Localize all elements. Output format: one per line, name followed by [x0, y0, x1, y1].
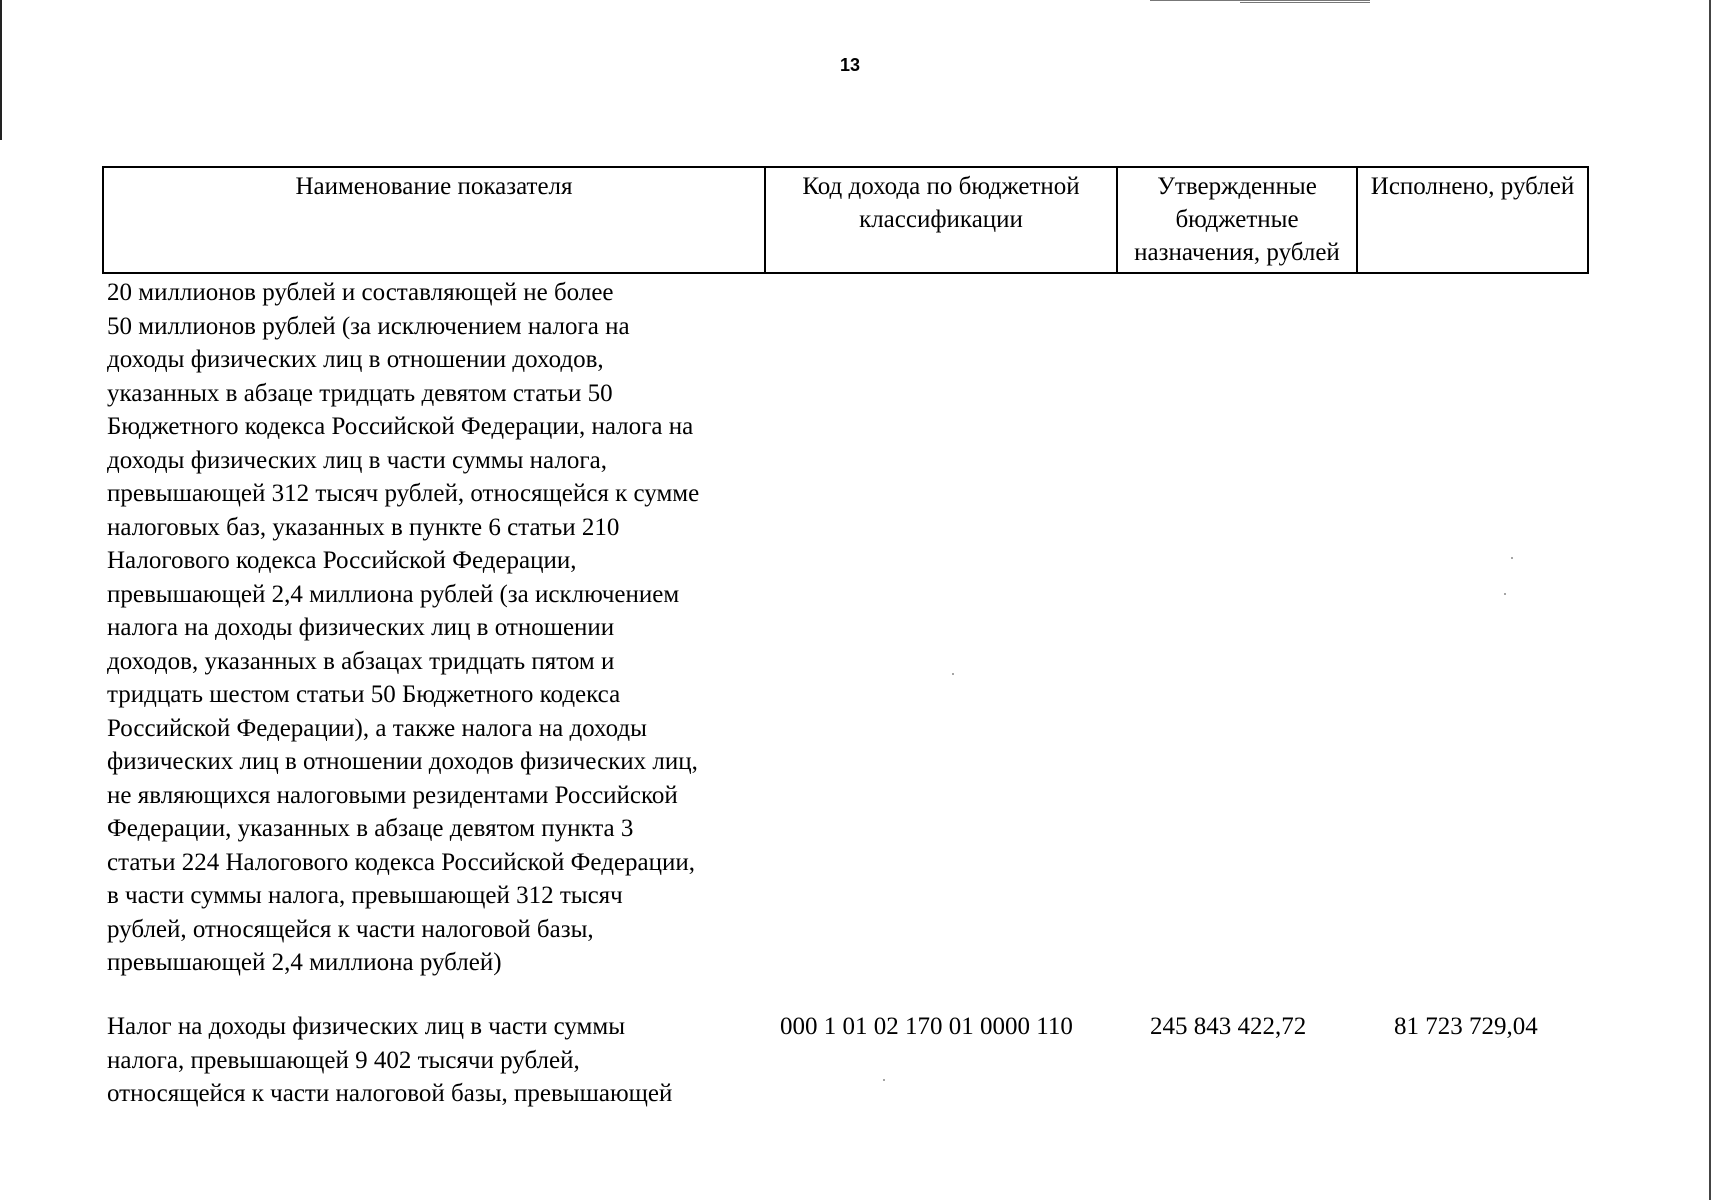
scan-speck	[1504, 593, 1506, 595]
row-2-executed-amount: 81 723 729,04	[1394, 1013, 1538, 1040]
row-1-line: не являющихся налоговыми резидентами Российской	[107, 781, 678, 809]
row-1-line: 20 миллионов рублей и составляющей не более	[107, 279, 614, 306]
header-approved-amount: Утвержденные бюджетные назначения, рублей	[1118, 168, 1358, 272]
row-1-line: рублей, относящейся к части налоговой базы,	[107, 915, 594, 943]
table-row-1-name	[107, 276, 767, 980]
row-1-line: налоговых баз, указанных в пункте 6 статьи 210	[107, 513, 620, 541]
scan-edge-left	[0, 0, 2, 140]
row-2-line: Налог на доходы физических лиц в части суммы	[107, 1013, 625, 1040]
table-row-2-name	[107, 1010, 767, 1111]
header-executed-amount: Исполнено, рублей	[1370, 173, 1575, 200]
row-1-line: превышающей 2,4 миллиона рублей)	[107, 949, 502, 976]
row-1-line: налога на доходы физических лиц в отношении	[107, 614, 615, 641]
row-1-line: физических лиц в отношении доходов физических лиц,	[107, 748, 698, 775]
row-1-line: доходов, указанных в абзацах тридцать пятом и	[107, 647, 615, 675]
row-1-line: тридцать шестом статьи 50 Бюджетного кодекса	[107, 681, 621, 708]
row-1-line: Федерации, указанных в абзаце девятом пункта 3	[107, 815, 634, 842]
scan-speck	[952, 673, 954, 675]
row-1-line: в части суммы налога, превышающей 312 тысяч	[107, 882, 623, 909]
row-2-income-code: 000 1 01 02 170 01 0000 110	[780, 1013, 1073, 1040]
table-header	[102, 166, 1589, 274]
header-income-code: Код дохода по бюджетной классификации	[766, 168, 1118, 272]
row-1-line: превышающей 312 тысяч рублей, относящейся к сумме	[107, 480, 700, 507]
scan-speck	[883, 1079, 885, 1081]
row-1-line: превышающей 2,4 миллиона рублей (за исключением	[107, 580, 680, 608]
row-1-line: Налогового кодекса Российской Федерации,	[107, 547, 577, 574]
row-1-line: статьи 224 Налогового кодекса Российской Федерации,	[107, 848, 695, 876]
row-1-line: доходы физических лиц в части суммы налога,	[107, 446, 607, 474]
row-1-line: указанных в абзаце тридцать девятом статьи 50	[107, 379, 613, 407]
row-1-line: Российской Федерации), а также налога на доходы	[107, 714, 647, 742]
row-2-line: налога, превышающей 9 402 тысячи рублей,	[107, 1046, 580, 1074]
scan-edge-top	[1240, 2, 1370, 3]
scan-speck	[1511, 557, 1513, 559]
scan-edge-top	[1150, 0, 1370, 1]
row-2-line: относящейся к части налоговой базы, превышающей	[107, 1080, 673, 1107]
row-1-line: Бюджетного кодекса Российской Федерации, налога на	[107, 413, 694, 440]
row-2-approved-amount: 245 843 422,72	[1150, 1013, 1307, 1040]
row-1-line: доходы физических лиц в отношении доходов,	[107, 346, 604, 373]
row-1-line: 50 миллионов рублей (за исключением налога на	[107, 312, 630, 340]
page-number: 13	[839, 55, 861, 75]
header-indicator-name: Наименование показателя	[104, 168, 766, 272]
